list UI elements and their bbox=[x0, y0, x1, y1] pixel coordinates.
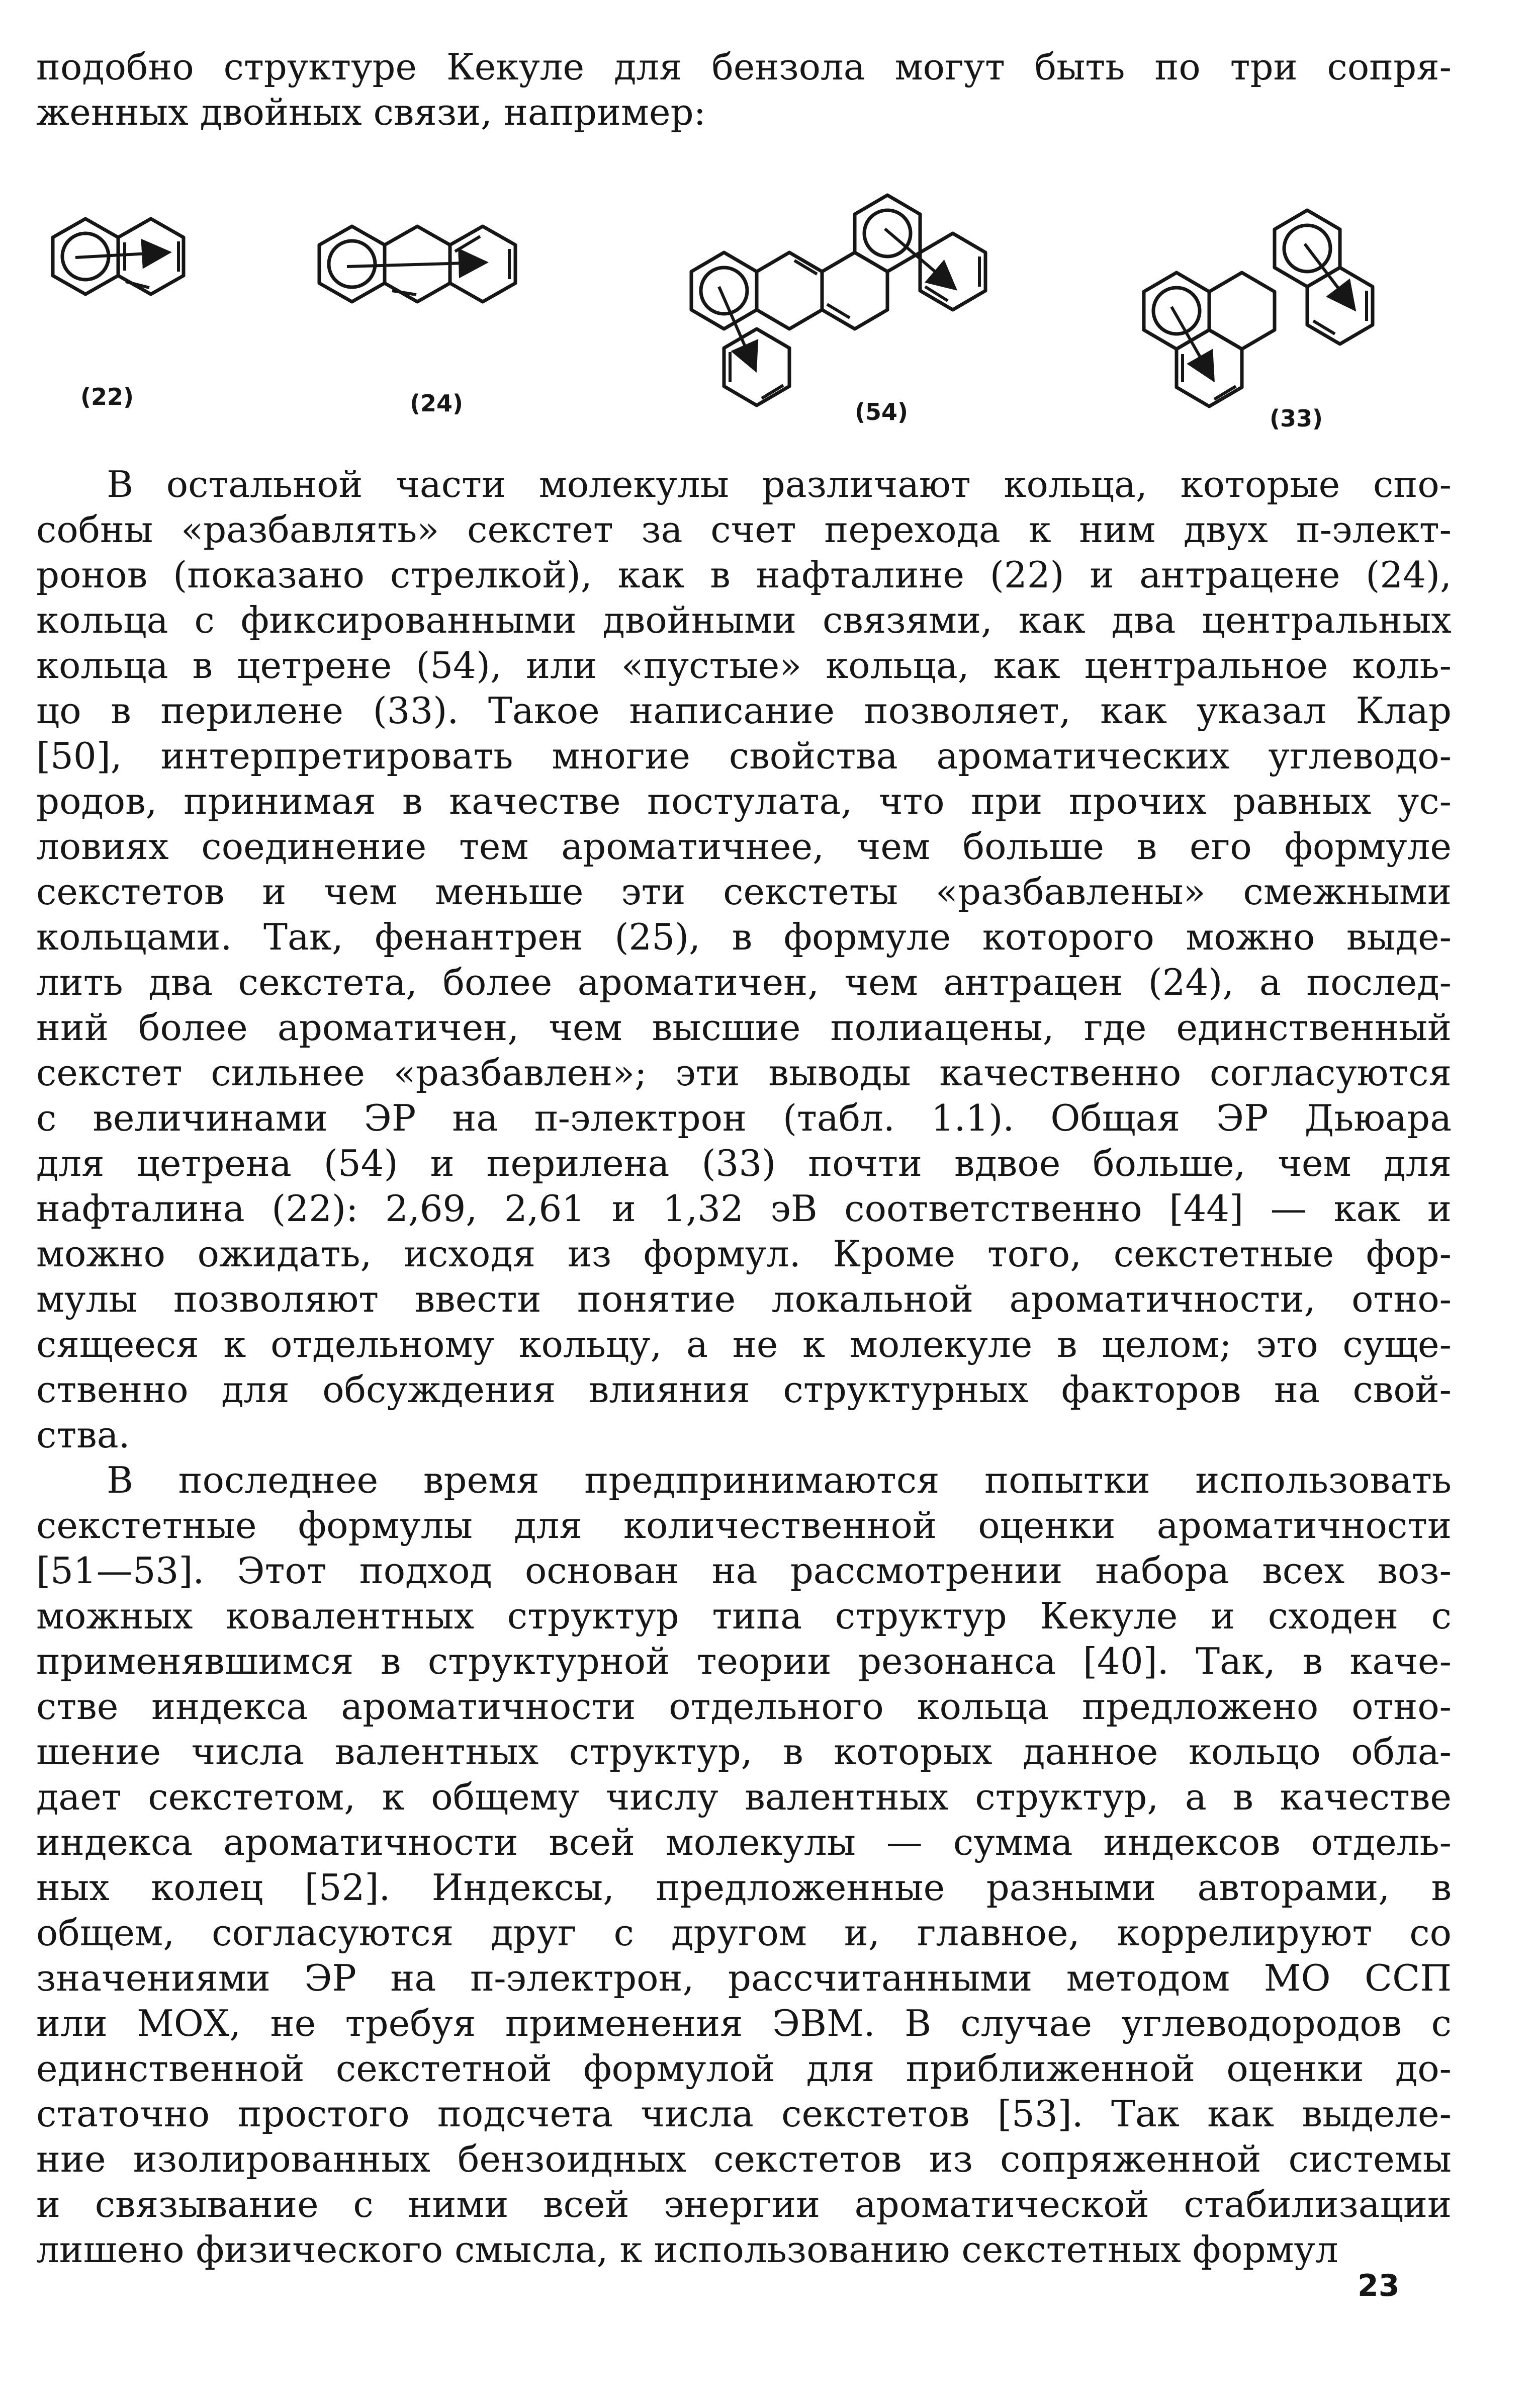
tetrene-formula bbox=[691, 195, 985, 405]
intro-paragraph bbox=[36, 44, 1452, 135]
sextet-circle bbox=[1153, 288, 1200, 334]
figure-label-22: (22) bbox=[80, 383, 134, 410]
text-line: применявшимся в структурной теории резонанса [40]. Так, в каче- bbox=[36, 1640, 1452, 1682]
text-line: значениями ЭР на π-электрон, рассчитанными методом МО ССП bbox=[36, 1957, 1452, 1999]
tetrene-ring-6 bbox=[920, 233, 985, 310]
text-line: ние изолированных бензоидных секстетов из сопряженной системы bbox=[36, 2138, 1452, 2180]
text-line: лить два секстета, более ароматичен, чем антрацен (24), а послед- bbox=[36, 961, 1452, 1003]
text-line: секстетов и чем меньше эти секстеты «разбавлены» смежными bbox=[36, 871, 1452, 913]
text-line: ний более ароматичен, чем высшие полиацены, где единственный bbox=[36, 1006, 1452, 1049]
naphthalene-formula bbox=[53, 219, 184, 294]
text-line: кольцами. Так, фенантрен (25), в формуле которого можно выде- bbox=[36, 916, 1452, 958]
sextet-circle bbox=[864, 210, 911, 256]
text-line: ных колец [52]. Индексы, предложенные разными авторами, в bbox=[36, 1866, 1452, 1909]
anthracene-formula bbox=[319, 226, 515, 302]
text-line: родов, принимая в качестве постулата, что при прочих равных ус- bbox=[36, 780, 1452, 822]
tetrene-ring-3 bbox=[724, 329, 789, 405]
electron-shift-arrow bbox=[347, 263, 483, 267]
text-line: [51—53]. Этот подход основан на рассмотрении набора всех воз- bbox=[36, 1550, 1452, 1592]
text-line: кольца с фиксированными двойными связями, как два центральных bbox=[36, 599, 1452, 641]
figure-label-54: (54) bbox=[855, 398, 909, 425]
text-line: нафталина (22): 2,69, 2,61 и 1,32 эВ соответственно [44] — как и bbox=[36, 1187, 1452, 1230]
text-line: ства. bbox=[36, 1414, 130, 1456]
text-line: статочно простого подсчета числа секстетов [53]. Так как выделе- bbox=[36, 2093, 1452, 2135]
text-line: с величинами ЭР на π-электрон (табл. 1.1). Общая ЭР Дьюара bbox=[36, 1097, 1452, 1139]
text-line: ловиях соединение тем ароматичнее, чем больше в его формуле bbox=[36, 825, 1452, 868]
text-line: единственной секстетной формулой для приближенной оценки до- bbox=[36, 2047, 1452, 2090]
text-line: В последнее время предпринимаются попытки использовать bbox=[107, 1459, 1452, 1501]
text-line: ственно для обсуждения влияния структурных факторов на свой- bbox=[36, 1368, 1452, 1411]
text-line: цо в перилене (33). Такое написание позволяет, как указал Клар bbox=[36, 690, 1452, 732]
text-line: сящееся к отдельному кольцу, а не к молекуле в целом; это суще- bbox=[36, 1323, 1452, 1365]
text-line: лишено физического смысла, к использованию секстетных формул bbox=[36, 2228, 1338, 2271]
text-line: женных двойных связи, например: bbox=[36, 91, 706, 133]
text-line: или МОХ, не требуя применения ЭВМ. В случае углеводородов с bbox=[36, 2002, 1452, 2044]
text-line: подобно структуре Кекуле для бензола могут быть по три сопря- bbox=[36, 46, 1452, 88]
main-text bbox=[36, 462, 1452, 2272]
text-line: ронов (показано стрелкой), как в нафталине (22) и антрацене (24), bbox=[36, 554, 1452, 596]
text-line: шение числа валентных структур, в которых данное кольцо обла- bbox=[36, 1731, 1452, 1773]
tetrene-ring-2 bbox=[757, 252, 822, 329]
text-line: можных ковалентных структур типа структур Кекуле и сходен с bbox=[36, 1595, 1452, 1637]
text-line: секстетные формулы для количественной оценки ароматичности bbox=[36, 1504, 1452, 1546]
perylene-formula bbox=[1144, 210, 1373, 406]
electron-shift-arrow bbox=[75, 252, 166, 257]
text-line: кольца в цетрене (54), или «пустые» кольца, как центральное коль- bbox=[36, 644, 1452, 686]
page-number: 23 bbox=[1358, 2268, 1400, 2303]
text-line: стве индекса ароматичности отдельного кольца предложено отно- bbox=[36, 1685, 1452, 1728]
sextet-circle bbox=[701, 268, 747, 314]
text-line: общем, согласуются друг с другом и, главное, коррелируют со bbox=[36, 1912, 1452, 1954]
text-line: индекса ароматичности всей молекулы — сумма индексов отдель- bbox=[36, 1821, 1452, 1863]
text-line: [50], интерпретировать многие свойства ароматических углеводо- bbox=[36, 735, 1452, 777]
text-line: дает секстетом, к общему числу валентных структур, а в качестве bbox=[36, 1776, 1452, 1818]
text-line: можно ожидать, исходя из формул. Кроме того, секстетные фор- bbox=[36, 1233, 1452, 1275]
sextet-circle bbox=[329, 241, 375, 287]
text-line: секстет сильнее «разбавлен»; эти выводы качественно согласуются bbox=[36, 1052, 1452, 1094]
perylene-ring-3 bbox=[1209, 273, 1275, 349]
text-line: для цетрена (54) и перилена (33) почти вдвое больше, чем для bbox=[36, 1142, 1452, 1184]
figure-label-33: (33) bbox=[1270, 405, 1323, 432]
figure-label-24: (24) bbox=[410, 390, 464, 417]
text-line: собны «разбавлять» секстет за счет перехода к ним двух π-элект- bbox=[36, 508, 1452, 551]
text-line: мулы позволяют ввести понятие локальной ароматичности, отно- bbox=[36, 1278, 1452, 1320]
text-line: и связывание с ними всей энергии ароматической стабилизации bbox=[36, 2183, 1452, 2225]
perylene-ring-5 bbox=[1307, 268, 1373, 344]
structural-formulas bbox=[0, 141, 1535, 463]
text-line: В остальной части молекулы различают кольца, которые спо- bbox=[107, 463, 1452, 505]
